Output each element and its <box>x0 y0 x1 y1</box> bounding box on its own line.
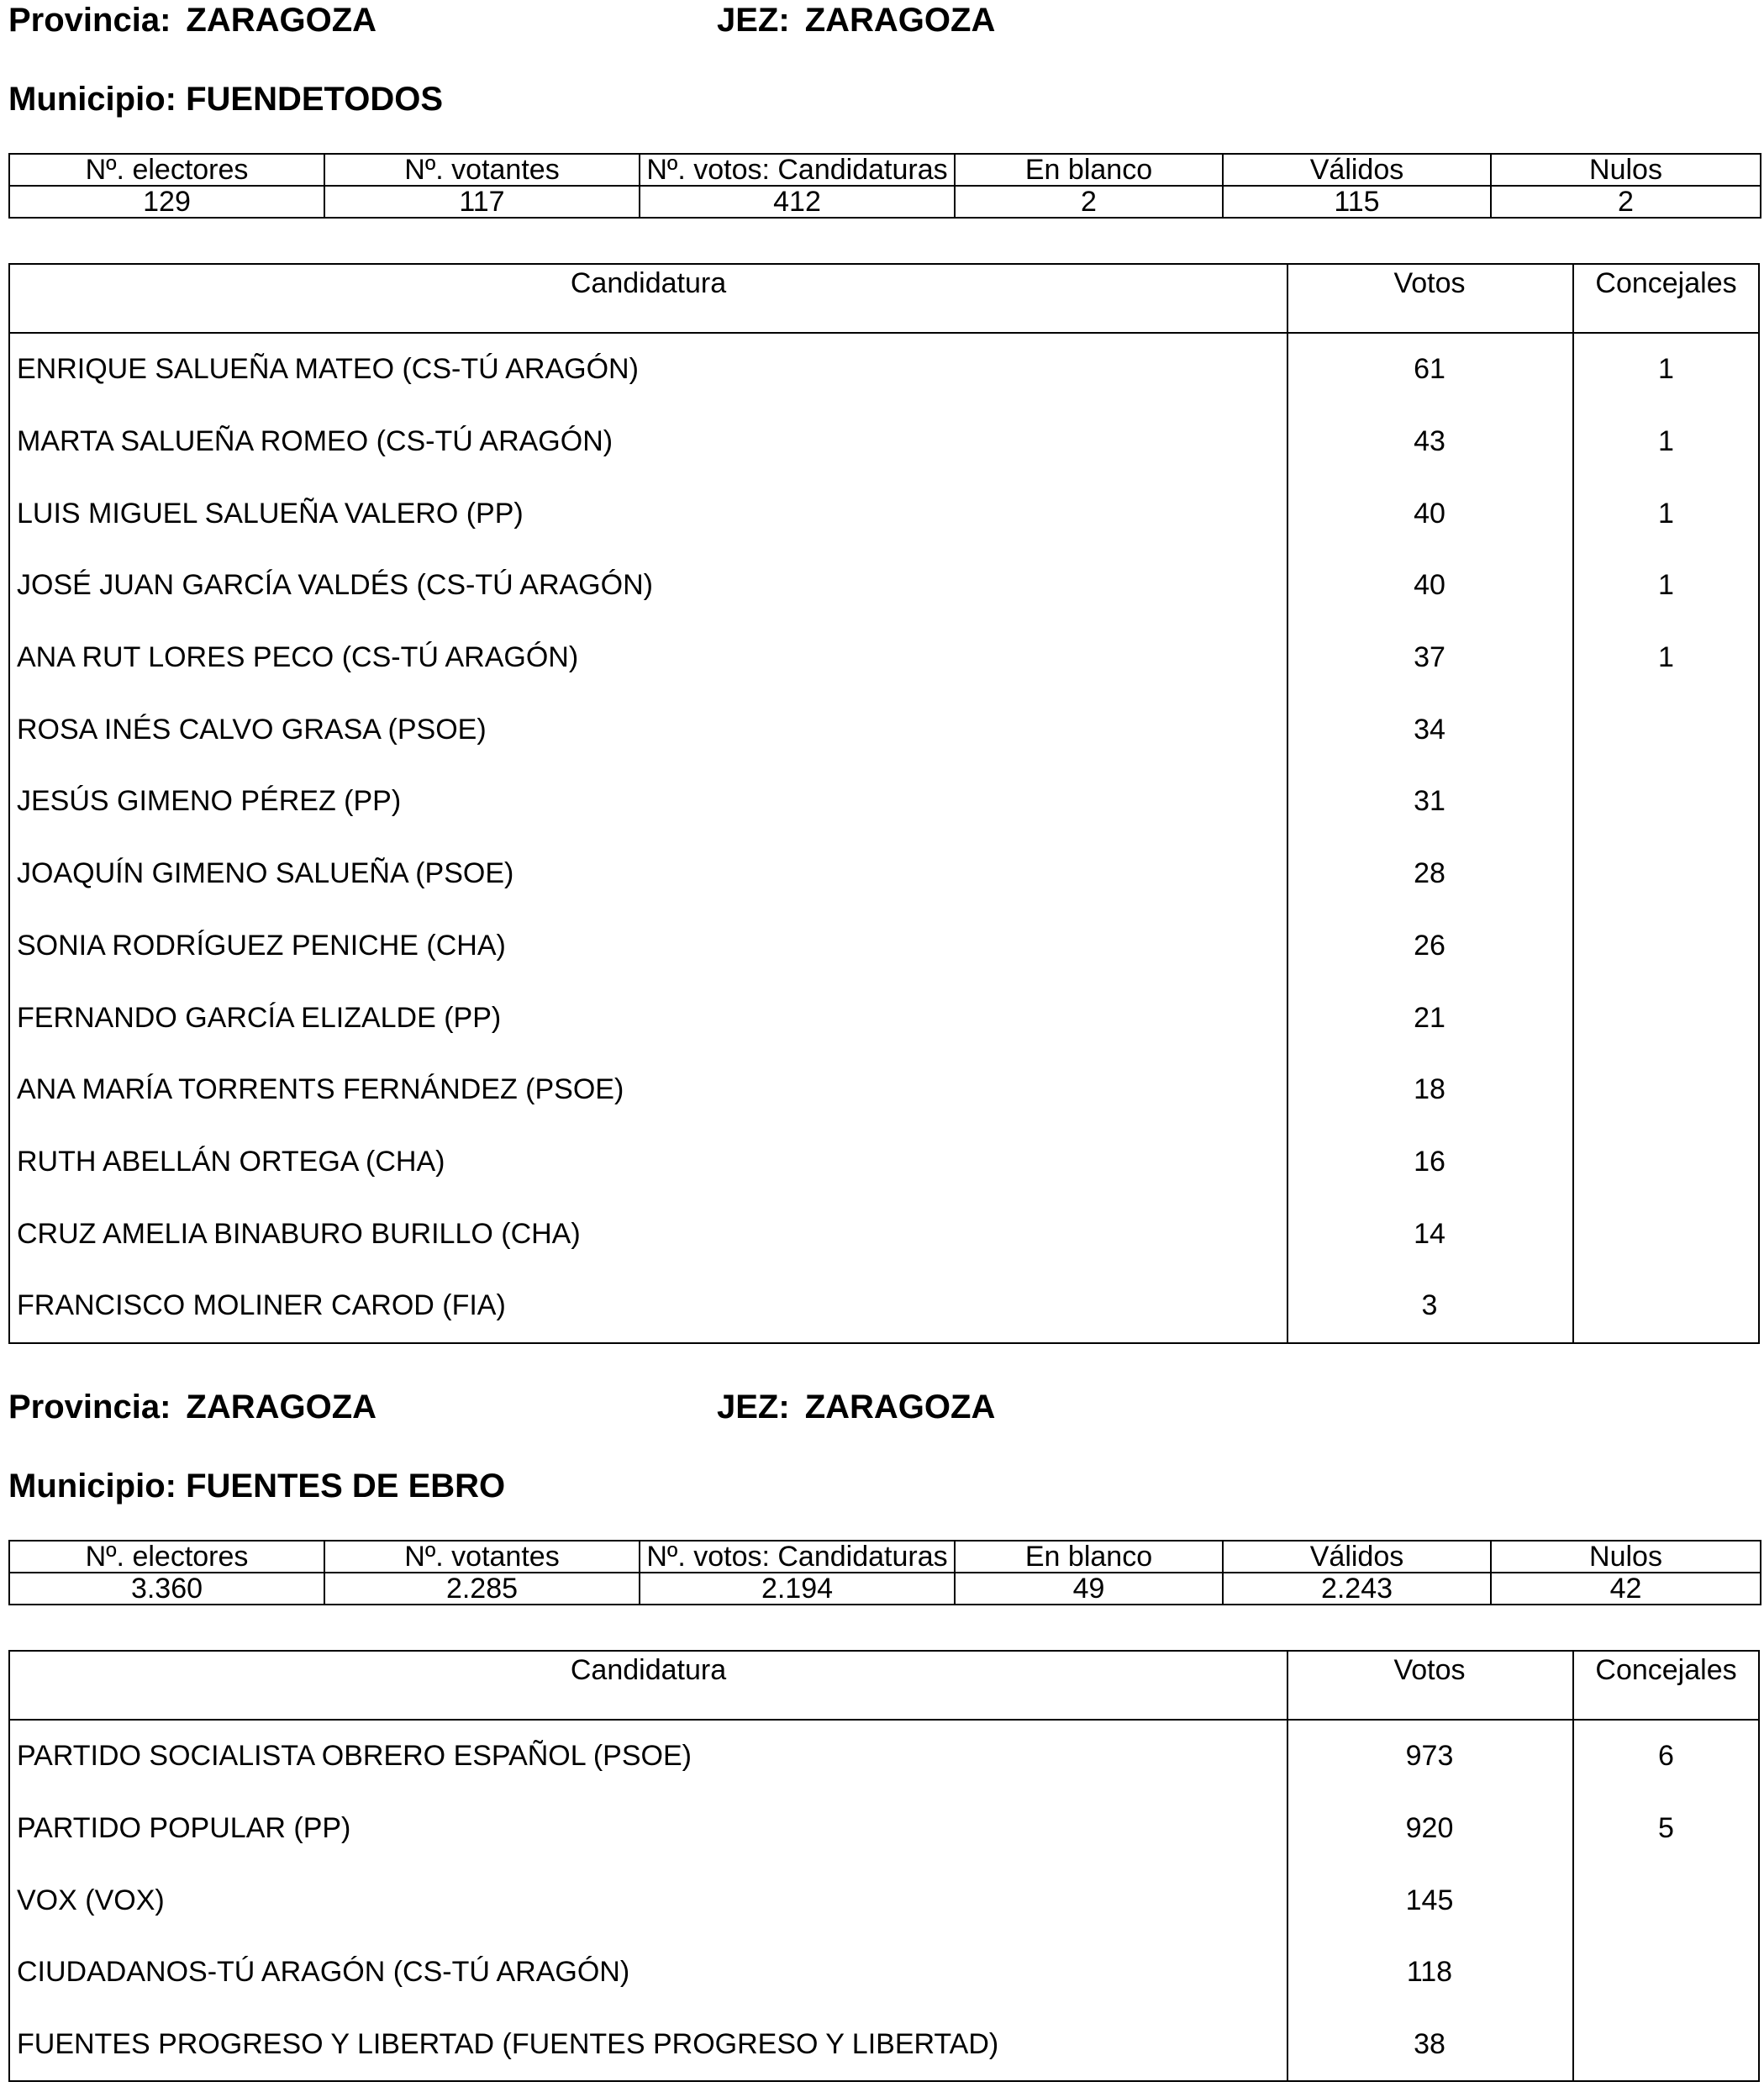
candidate-seats <box>1572 693 1758 766</box>
candidate-seats <box>1572 1054 1758 1126</box>
municipio-line <box>8 1468 505 1505</box>
table-row <box>10 477 1758 550</box>
candidatura-header: Candidatura <box>570 1654 727 1686</box>
municipio-value: FUENDETODOS <box>186 81 444 118</box>
votantes-value: 2.285 <box>324 1573 640 1605</box>
nulos-header: Nulos <box>1491 1541 1761 1573</box>
candidate-seats <box>1572 1864 1758 1937</box>
candidate-name: FUENTES PROGRESO Y LIBERTAD (FUENTES PROGRESO Y LIBERTAD) <box>17 2028 999 2061</box>
summary-value-row <box>9 186 1761 218</box>
candidate-votes: 18 <box>1287 1054 1571 1126</box>
votos-candidaturas-header: Nº. votos: Candidaturas <box>640 154 955 186</box>
candidate-votes: 61 <box>1287 334 1571 406</box>
candidate-seats <box>1572 1198 1758 1270</box>
candidate-seats <box>1572 910 1758 983</box>
electores-header: Nº. electores <box>9 154 324 186</box>
table-row <box>10 693 1758 766</box>
candidate-votes: 31 <box>1287 766 1571 838</box>
municipio-line <box>8 81 443 118</box>
table-row <box>10 1864 1758 1937</box>
candidate-seats <box>1572 838 1758 910</box>
votos-header: Votos <box>1287 265 1571 332</box>
candidate-name: MARTA SALUEÑA ROMEO (CS-TÚ ARAGÓN) <box>17 425 613 458</box>
candidate-seats <box>1572 2009 1758 2081</box>
candidate-votes: 40 <box>1287 477 1571 550</box>
candidatura-header: Candidatura <box>570 267 727 299</box>
candidate-seats <box>1572 1270 1758 1342</box>
summary-value-row <box>9 1573 1761 1605</box>
votantes-header: Nº. votantes <box>324 1541 640 1573</box>
candidate-votes: 37 <box>1287 622 1571 694</box>
candidate-seats <box>1572 766 1758 838</box>
candidate-name: PARTIDO POPULAR (PP) <box>17 1812 351 1845</box>
validos-value: 2.243 <box>1223 1573 1491 1605</box>
jez-line <box>717 1389 995 1426</box>
table-row <box>10 1198 1758 1270</box>
jez-label: JEZ: <box>717 2 790 39</box>
candidate-seats: 6 <box>1572 1721 1758 1793</box>
provincia-line <box>8 2 376 39</box>
jez-value: ZARAGOZA <box>804 2 996 39</box>
table-row <box>10 1721 1758 1793</box>
candidate-name: SONIA RODRÍGUEZ PENICHE (CHA) <box>17 929 506 962</box>
candidate-seats <box>1572 1937 1758 2009</box>
results-body <box>10 334 1758 1342</box>
electores-value: 3.360 <box>9 1573 324 1605</box>
table-row <box>10 2009 1758 2081</box>
results-header <box>10 1652 1758 1721</box>
summary-table <box>8 153 1761 219</box>
candidate-votes: 973 <box>1287 1721 1571 1793</box>
candidate-votes: 21 <box>1287 982 1571 1054</box>
nulos-value: 42 <box>1491 1573 1761 1605</box>
provincia-label: Provincia: <box>8 1389 171 1426</box>
candidate-name: PARTIDO SOCIALISTA OBRERO ESPAÑOL (PSOE) <box>17 1740 692 1773</box>
candidate-votes: 28 <box>1287 838 1571 910</box>
jez-line <box>717 2 995 39</box>
provincia-value: ZARAGOZA <box>186 1389 377 1426</box>
candidate-votes: 26 <box>1287 910 1571 983</box>
candidate-name: VOX (VOX) <box>17 1884 165 1916</box>
candidate-name: RUTH ABELLÁN ORTEGA (CHA) <box>17 1145 445 1178</box>
candidate-name: CIUDADANOS-TÚ ARAGÓN (CS-TÚ ARAGÓN) <box>17 1956 630 1989</box>
candidate-seats: 1 <box>1572 334 1758 406</box>
candidate-name: ROSA INÉS CALVO GRASA (PSOE) <box>17 713 487 746</box>
candidate-name: ANA MARÍA TORRENTS FERNÁNDEZ (PSOE) <box>17 1073 624 1106</box>
electores-header: Nº. electores <box>9 1541 324 1573</box>
table-row <box>10 622 1758 694</box>
table-row <box>10 550 1758 622</box>
provincia-value: ZARAGOZA <box>186 2 377 39</box>
candidate-seats: 1 <box>1572 406 1758 478</box>
concejales-header: Concejales <box>1572 1652 1758 1719</box>
table-row <box>10 1270 1758 1342</box>
results-table <box>8 1650 1760 2082</box>
candidate-votes: 145 <box>1287 1864 1571 1937</box>
candidate-votes: 43 <box>1287 406 1571 478</box>
candidate-votes: 40 <box>1287 550 1571 622</box>
table-row <box>10 1126 1758 1199</box>
candidate-votes: 38 <box>1287 2009 1571 2081</box>
validos-value: 115 <box>1223 186 1491 218</box>
summary-header-row <box>9 1541 1761 1573</box>
validos-header: Válidos <box>1223 1541 1491 1573</box>
table-row <box>10 1793 1758 1865</box>
candidate-name: FERNANDO GARCÍA ELIZALDE (PP) <box>17 1001 502 1034</box>
results-header <box>10 265 1758 334</box>
summary-table <box>8 1540 1761 1605</box>
candidate-votes: 920 <box>1287 1793 1571 1865</box>
votantes-value: 117 <box>324 186 640 218</box>
votantes-header: Nº. votantes <box>324 154 640 186</box>
candidate-name: JOAQUÍN GIMENO SALUEÑA (PSOE) <box>17 857 514 890</box>
candidate-votes: 118 <box>1287 1937 1571 2009</box>
candidate-name: LUIS MIGUEL SALUEÑA VALERO (PP) <box>17 497 524 530</box>
table-row <box>10 838 1758 910</box>
provincia-label: Provincia: <box>8 2 171 39</box>
candidate-seats: 1 <box>1572 622 1758 694</box>
candidate-name: FRANCISCO MOLINER CAROD (FIA) <box>17 1289 506 1322</box>
candidate-name: ENRIQUE SALUEÑA MATEO (CS-TÚ ARAGÓN) <box>17 353 639 386</box>
candidate-seats: 5 <box>1572 1793 1758 1865</box>
votos-candidaturas-header: Nº. votos: Candidaturas <box>640 1541 955 1573</box>
candidate-votes: 16 <box>1287 1126 1571 1199</box>
provincia-line <box>8 1389 376 1426</box>
table-row <box>10 334 1758 406</box>
table-row <box>10 1937 1758 2009</box>
electores-value: 129 <box>9 186 324 218</box>
municipio-value: FUENTES DE EBRO <box>186 1468 506 1505</box>
candidate-name: JOSÉ JUAN GARCÍA VALDÉS (CS-TÚ ARAGÓN) <box>17 569 653 602</box>
candidate-seats <box>1572 982 1758 1054</box>
table-row <box>10 1054 1758 1126</box>
candidate-name: ANA RUT LORES PECO (CS-TÚ ARAGÓN) <box>17 641 579 674</box>
candidate-votes: 34 <box>1287 693 1571 766</box>
jez-label: JEZ: <box>717 1389 790 1426</box>
table-row <box>10 406 1758 478</box>
candidate-name: CRUZ AMELIA BINABURO BURILLO (CHA) <box>17 1217 581 1250</box>
summary-header-row <box>9 154 1761 186</box>
table-row <box>10 982 1758 1054</box>
municipio-label: Municipio: <box>8 81 176 118</box>
en-blanco-value: 2 <box>955 186 1223 218</box>
en-blanco-value: 49 <box>955 1573 1223 1605</box>
votos-header: Votos <box>1287 1652 1571 1719</box>
candidate-votes: 3 <box>1287 1270 1571 1342</box>
candidate-votes: 14 <box>1287 1198 1571 1270</box>
en-blanco-header: En blanco <box>955 154 1223 186</box>
jez-value: ZARAGOZA <box>804 1389 996 1426</box>
table-row <box>10 766 1758 838</box>
results-table <box>8 263 1760 1344</box>
concejales-header: Concejales <box>1572 265 1758 332</box>
candidate-seats: 1 <box>1572 550 1758 622</box>
votos-candidaturas-value: 412 <box>640 186 955 218</box>
municipio-label: Municipio: <box>8 1468 176 1505</box>
nulos-value: 2 <box>1491 186 1761 218</box>
candidate-seats: 1 <box>1572 477 1758 550</box>
candidate-seats <box>1572 1126 1758 1199</box>
votos-candidaturas-value: 2.194 <box>640 1573 955 1605</box>
en-blanco-header: En blanco <box>955 1541 1223 1573</box>
candidate-name: JESÚS GIMENO PÉREZ (PP) <box>17 785 402 818</box>
results-body <box>10 1721 1758 2080</box>
table-row <box>10 910 1758 983</box>
nulos-header: Nulos <box>1491 154 1761 186</box>
validos-header: Válidos <box>1223 154 1491 186</box>
